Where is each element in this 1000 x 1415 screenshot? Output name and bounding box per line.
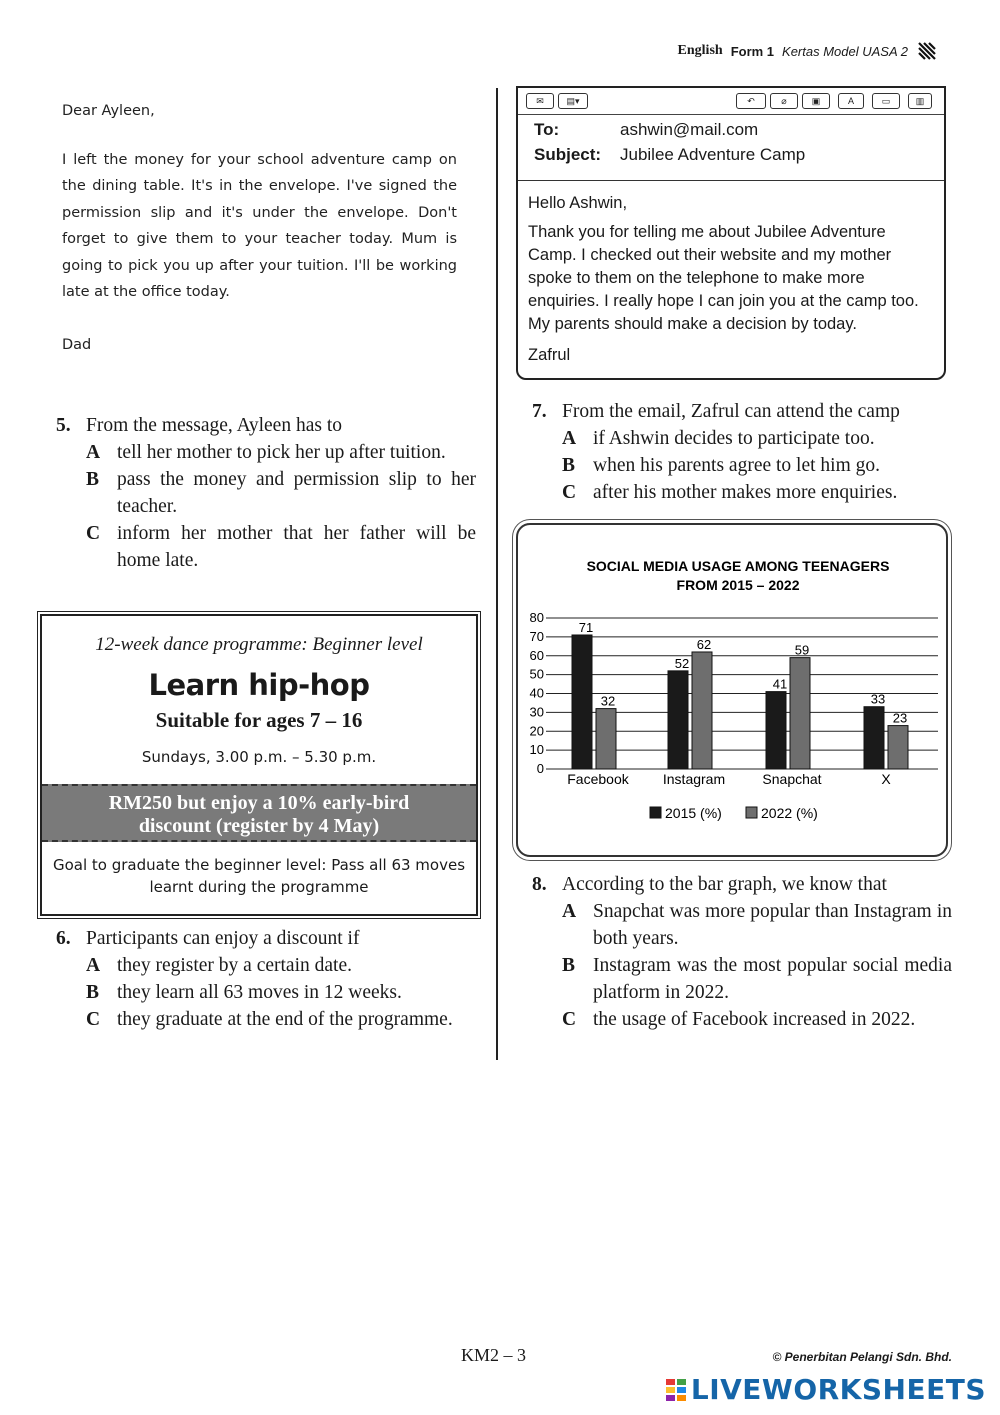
x-category-label: X — [881, 771, 891, 787]
q8-option-a[interactable]: A Snapchat was more popular than Instagram in both years. — [562, 901, 952, 949]
y-tick-label: 10 — [529, 742, 544, 758]
y-tick-label: 60 — [529, 647, 544, 663]
chart-title-line2: FROM 2015 – 2022 — [676, 577, 800, 593]
q7-stem: From the email, Zafrul can attend the camp — [562, 401, 900, 422]
legend-swatch — [746, 807, 757, 818]
bar-x-2015 — [864, 707, 884, 769]
x-category-label: Instagram — [662, 771, 726, 787]
bar-facebook-2022 — [596, 709, 616, 769]
email-subject-label: Subject: — [534, 145, 602, 164]
email-message — [528, 192, 932, 367]
q8-stem: According to the bar graph, we know that — [562, 874, 887, 895]
dance-price-band: RM250 but enjoy a 10% early-bird discount (register by 4 May) — [42, 784, 476, 842]
email-to-value: ashwin@mail.com — [620, 120, 759, 139]
copyright: © Penerbitan Pelangi Sdn. Bhd. — [772, 1350, 952, 1364]
bar-value-label: 32 — [600, 693, 616, 709]
liveworksheets-mark-icon — [665, 1378, 687, 1402]
email-to-label: To: — [534, 120, 560, 139]
x-category-label: Snapchat — [762, 771, 822, 787]
wifi-stripes-icon — [916, 40, 938, 62]
dance-ages: Suitable for ages 7 – 16 — [155, 708, 363, 732]
bar-value-label: 62 — [696, 636, 712, 652]
bar-value-label: 52 — [674, 655, 690, 671]
q7-number: 7. — [532, 401, 547, 422]
trash-icon[interactable]: ▥ — [908, 93, 932, 109]
liveworksheets-logo[interactable] — [665, 1373, 986, 1406]
bar-value-label: 59 — [794, 642, 810, 658]
y-tick-label: 0 — [536, 761, 544, 776]
email-toolbar — [518, 88, 944, 115]
brand-text: LIVEWORKSHEETS — [690, 1373, 986, 1406]
email-subject-row — [534, 145, 805, 165]
image-icon[interactable]: ▣ — [802, 93, 830, 109]
y-tick-label: 50 — [529, 666, 544, 682]
reply-icon[interactable]: ↶ — [736, 93, 766, 109]
q5-stem: From the message, Ayleen has to — [86, 415, 342, 436]
bar-x-2022 — [888, 726, 908, 769]
attach-dropdown-icon[interactable]: ▤▾ — [558, 93, 588, 109]
email-separator — [518, 180, 944, 181]
legend-swatch — [650, 807, 661, 818]
email-subject-value: Jubilee Adventure Camp — [620, 145, 806, 164]
bar-chart-box — [516, 523, 948, 857]
dance-advert — [40, 614, 478, 916]
x-category-label: Facebook — [567, 771, 629, 787]
q6-option-b[interactable]: B they learn all 63 moves in 12 weeks. — [86, 982, 402, 1003]
legend-label: 2015 (%) — [665, 805, 722, 821]
email-to-row — [534, 120, 758, 140]
y-tick-label: 40 — [529, 685, 544, 701]
q5-option-c[interactable]: C inform her mother that her father will be home late. — [86, 523, 476, 571]
bar-instagram-2022 — [692, 652, 712, 769]
header-paper: Kertas Model UASA 2 — [782, 43, 908, 59]
dance-title: Learn hip-hop — [148, 668, 370, 702]
note-greeting: Dear Ayleen, — [62, 103, 155, 119]
window-icon[interactable]: ▭ — [872, 93, 900, 109]
y-tick-label: 30 — [529, 704, 544, 720]
q6-number: 6. — [56, 928, 71, 949]
bar-chart — [518, 525, 946, 855]
bar-snapchat-2015 — [766, 692, 786, 769]
email-body: Thank you for telling me about Jubilee Adventure Camp. I checked out their website and my mother spoke to them on the telephone to make more enquiries. I really hope I can join you at the camp too. My parents should make a decision by today. — [528, 223, 919, 333]
q5-option-b[interactable]: B pass the money and permission slip to her teacher. — [86, 469, 476, 517]
bar-facebook-2015 — [572, 635, 592, 769]
bar-value-label: 23 — [892, 710, 908, 726]
page-header — [678, 40, 938, 62]
question-5 — [56, 412, 476, 574]
note-body: I left the money for your school adventure camp on the dining table. It's in the envelope. I've signed the permission slip and it's under the envelope. Don't forget to give them to your teacher today. Mum is going to pick you up after your tuition. I'll be working late at the office today. — [62, 151, 457, 300]
q6-option-c[interactable]: C they graduate at the end of the programme. — [86, 1009, 453, 1030]
header-subject: English — [677, 43, 723, 58]
header-form: Form 1 — [730, 43, 775, 59]
q5-option-a[interactable]: A tell her mother to pick her up after tuition. — [86, 442, 446, 463]
dance-goal: Goal to graduate the beginner level: Pass all 63 moves learnt during the programme — [52, 856, 466, 896]
y-tick-label: 20 — [529, 723, 544, 739]
bar-value-label: 33 — [870, 691, 886, 707]
note-signature: Dad — [62, 336, 92, 353]
font-icon[interactable]: A — [838, 93, 864, 109]
email-signature: Zafrul — [528, 346, 571, 364]
q8-number: 8. — [532, 874, 547, 895]
dance-programme: 12-week dance programme: Beginner level — [95, 634, 423, 655]
q7-option-c[interactable]: C after his mother makes more enquiries. — [562, 482, 898, 503]
q8-option-c[interactable]: C the usage of Facebook increased in 2022. — [562, 1009, 916, 1030]
bar-snapchat-2022 — [790, 658, 810, 769]
q7-option-a[interactable]: A if Ashwin decides to participate too. — [562, 428, 875, 449]
send-icon[interactable]: ✉ — [526, 93, 554, 109]
legend-label: 2022 (%) — [761, 805, 818, 821]
chart-title-line1: SOCIAL MEDIA USAGE AMONG TEENAGERS — [586, 558, 890, 574]
bar-value-label: 71 — [578, 619, 594, 635]
note-text — [62, 98, 457, 358]
column-divider — [496, 88, 498, 1060]
q8-option-b[interactable]: B Instagram was the most popular social media platform in 2022. — [562, 955, 952, 1003]
y-tick-label: 70 — [529, 628, 544, 644]
bar-instagram-2015 — [668, 671, 688, 769]
dance-time: Sundays, 3.00 p.m. – 5.30 p.m. — [141, 748, 377, 766]
question-8 — [532, 871, 952, 1033]
bar-value-label: 41 — [772, 676, 788, 692]
q5-number: 5. — [56, 415, 71, 436]
email-window — [516, 86, 946, 380]
y-tick-label: 80 — [529, 610, 544, 625]
q7-option-b[interactable]: B when his parents agree to let him go. — [562, 455, 881, 476]
q6-stem: Participants can enjoy a discount if — [86, 928, 360, 949]
question-7 — [532, 398, 952, 506]
question-6 — [56, 925, 476, 1033]
email-greeting: Hello Ashwin, — [528, 194, 628, 212]
paperclip-icon[interactable]: ⌀ — [770, 93, 798, 109]
page-number: KM2 – 3 — [461, 1345, 527, 1365]
q6-option-a[interactable]: A they register by a certain date. — [86, 955, 352, 976]
